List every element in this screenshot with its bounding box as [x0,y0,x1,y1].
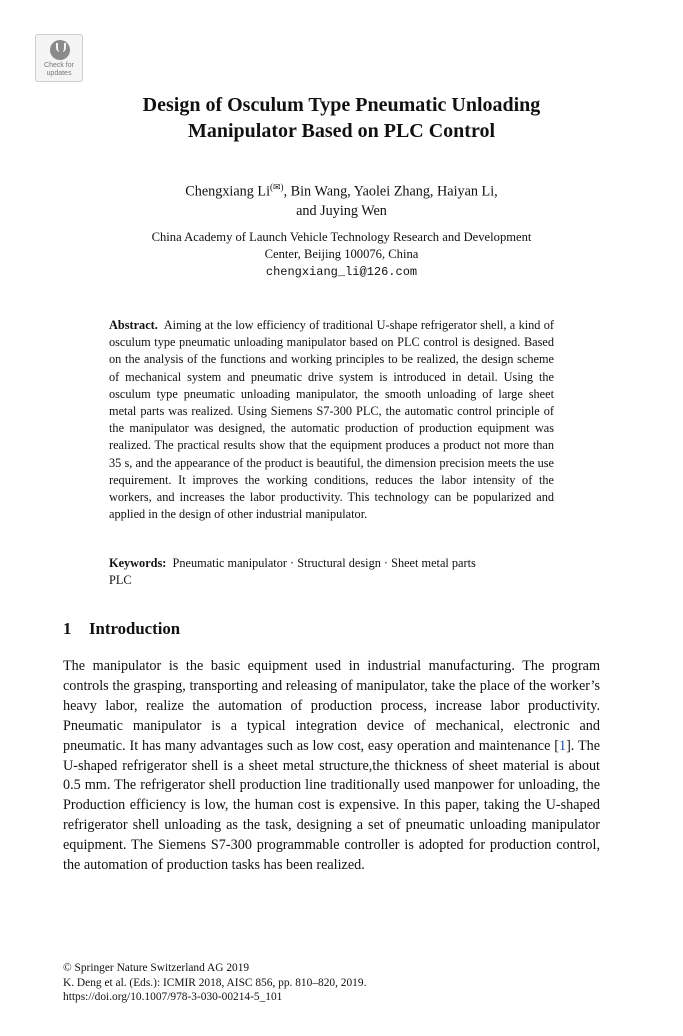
footer-copyright: © Springer Nature Switzerland AG 2019 [63,962,250,974]
keywords-label: Keywords: [109,556,167,570]
footer-citation: K. Deng et al. (Eds.): ICMIR 2018, AISC 856, pp. 810–820, 2019. [63,976,367,989]
authors-line2: and Juying Wen [296,202,387,219]
copyright-footer [63,961,366,1005]
affiliation [0,229,683,281]
abstract [109,317,554,523]
intro-text-part2: ]. The U-shaped refrigerator shell is a sheet metal structure,the thickness of sheet material is about 0.5 mm. The refrigerator shell production line traditionally used manpower for unloading, the Production efficiency is low, the human cost is expensive. In this paper, taking the U-shaped refrigerator shell unloading as the task, designing a set of pneumatic unloading manipulator equipment. The Siemens S7-300 programmable controller is adopted for production control, the automation of production tasks has been realized. [63,737,600,874]
check-updates-icon [50,40,70,60]
keywords [109,555,554,589]
introduction-paragraph [63,657,600,876]
intro-text-part1: The manipulator is the basic equipment used in industrial manufacturing. The program controls the grasping, transporting and releasing of manipulator, take the place of the worker’s heavy labor, realize the automation of production process, increase labor productivity. Pneumatic manipulator is a typical integration device of mechanical, electronic and pneumatic. It has many advantages such as low cost, easy operation and maintenance [ [63,658,600,754]
authors-line1-rest: , Bin Wang, Yaolei Zhang, Haiyan Li, [283,183,498,200]
section-heading-introduction [63,619,180,639]
paper-title [0,92,683,144]
affiliation-line2: Center, Beijing 100076, China [264,247,419,261]
badge-label [36,62,82,78]
citation-link[interactable]: 1 [558,737,567,754]
badge-label-line1: Check for [44,62,74,69]
author-list [0,178,683,221]
footer-doi-link[interactable]: https://doi.org/10.1007/978-3-030-00214-5_101 [63,991,283,1003]
author-corresponding: Chengxiang Li [185,183,271,200]
check-for-updates-badge[interactable] [35,34,83,82]
keywords-line2: PLC [109,573,132,588]
badge-label-line2: updates [46,70,72,77]
abstract-text: Aiming at the low efficiency of traditional U-shape refrigerator shell, a kind of osculum type pneumatic unloading manipulator based on PLC control is designed. Based on the analysis of the functions and working principles to be realized, the design scheme of mechanical system and pneumatic drive system is introduced in detail. Using the osculum type pneumatic unloading manipulator, the smooth unloading of large sheet metal parts was realized. Using Siemens S7-300 PLC, the automatic control principle of the manipulator was designed, the automatic production of production equipment was realized. The practical results show that the equipment produces a product not more than 35 s, and the appearance of the product is beautiful, the dimension precision meets the use requirement. It improves the working conditions, reduces the labor intensity of the workers, and increases the labor productivity. This technology can be popularized and applied in the design of other industrial manipulator. [109,318,554,522]
title-line1: Design of Osculum Type Pneumatic Unloading [142,94,541,116]
affiliation-line1: China Academy of Launch Vehicle Technology Research and Development [151,230,532,244]
section-title: Introduction [89,619,181,638]
corresponding-author-mark: (✉) [270,182,284,192]
title-line2: Manipulator Based on PLC Control [187,120,496,142]
author-email[interactable]: chengxiang_li@126.com [265,265,418,279]
section-number: 1 [63,619,72,638]
abstract-label: Abstract. [109,318,158,332]
keywords-line1: Pneumatic manipulator · Structural design · Sheet metal parts [172,556,476,570]
